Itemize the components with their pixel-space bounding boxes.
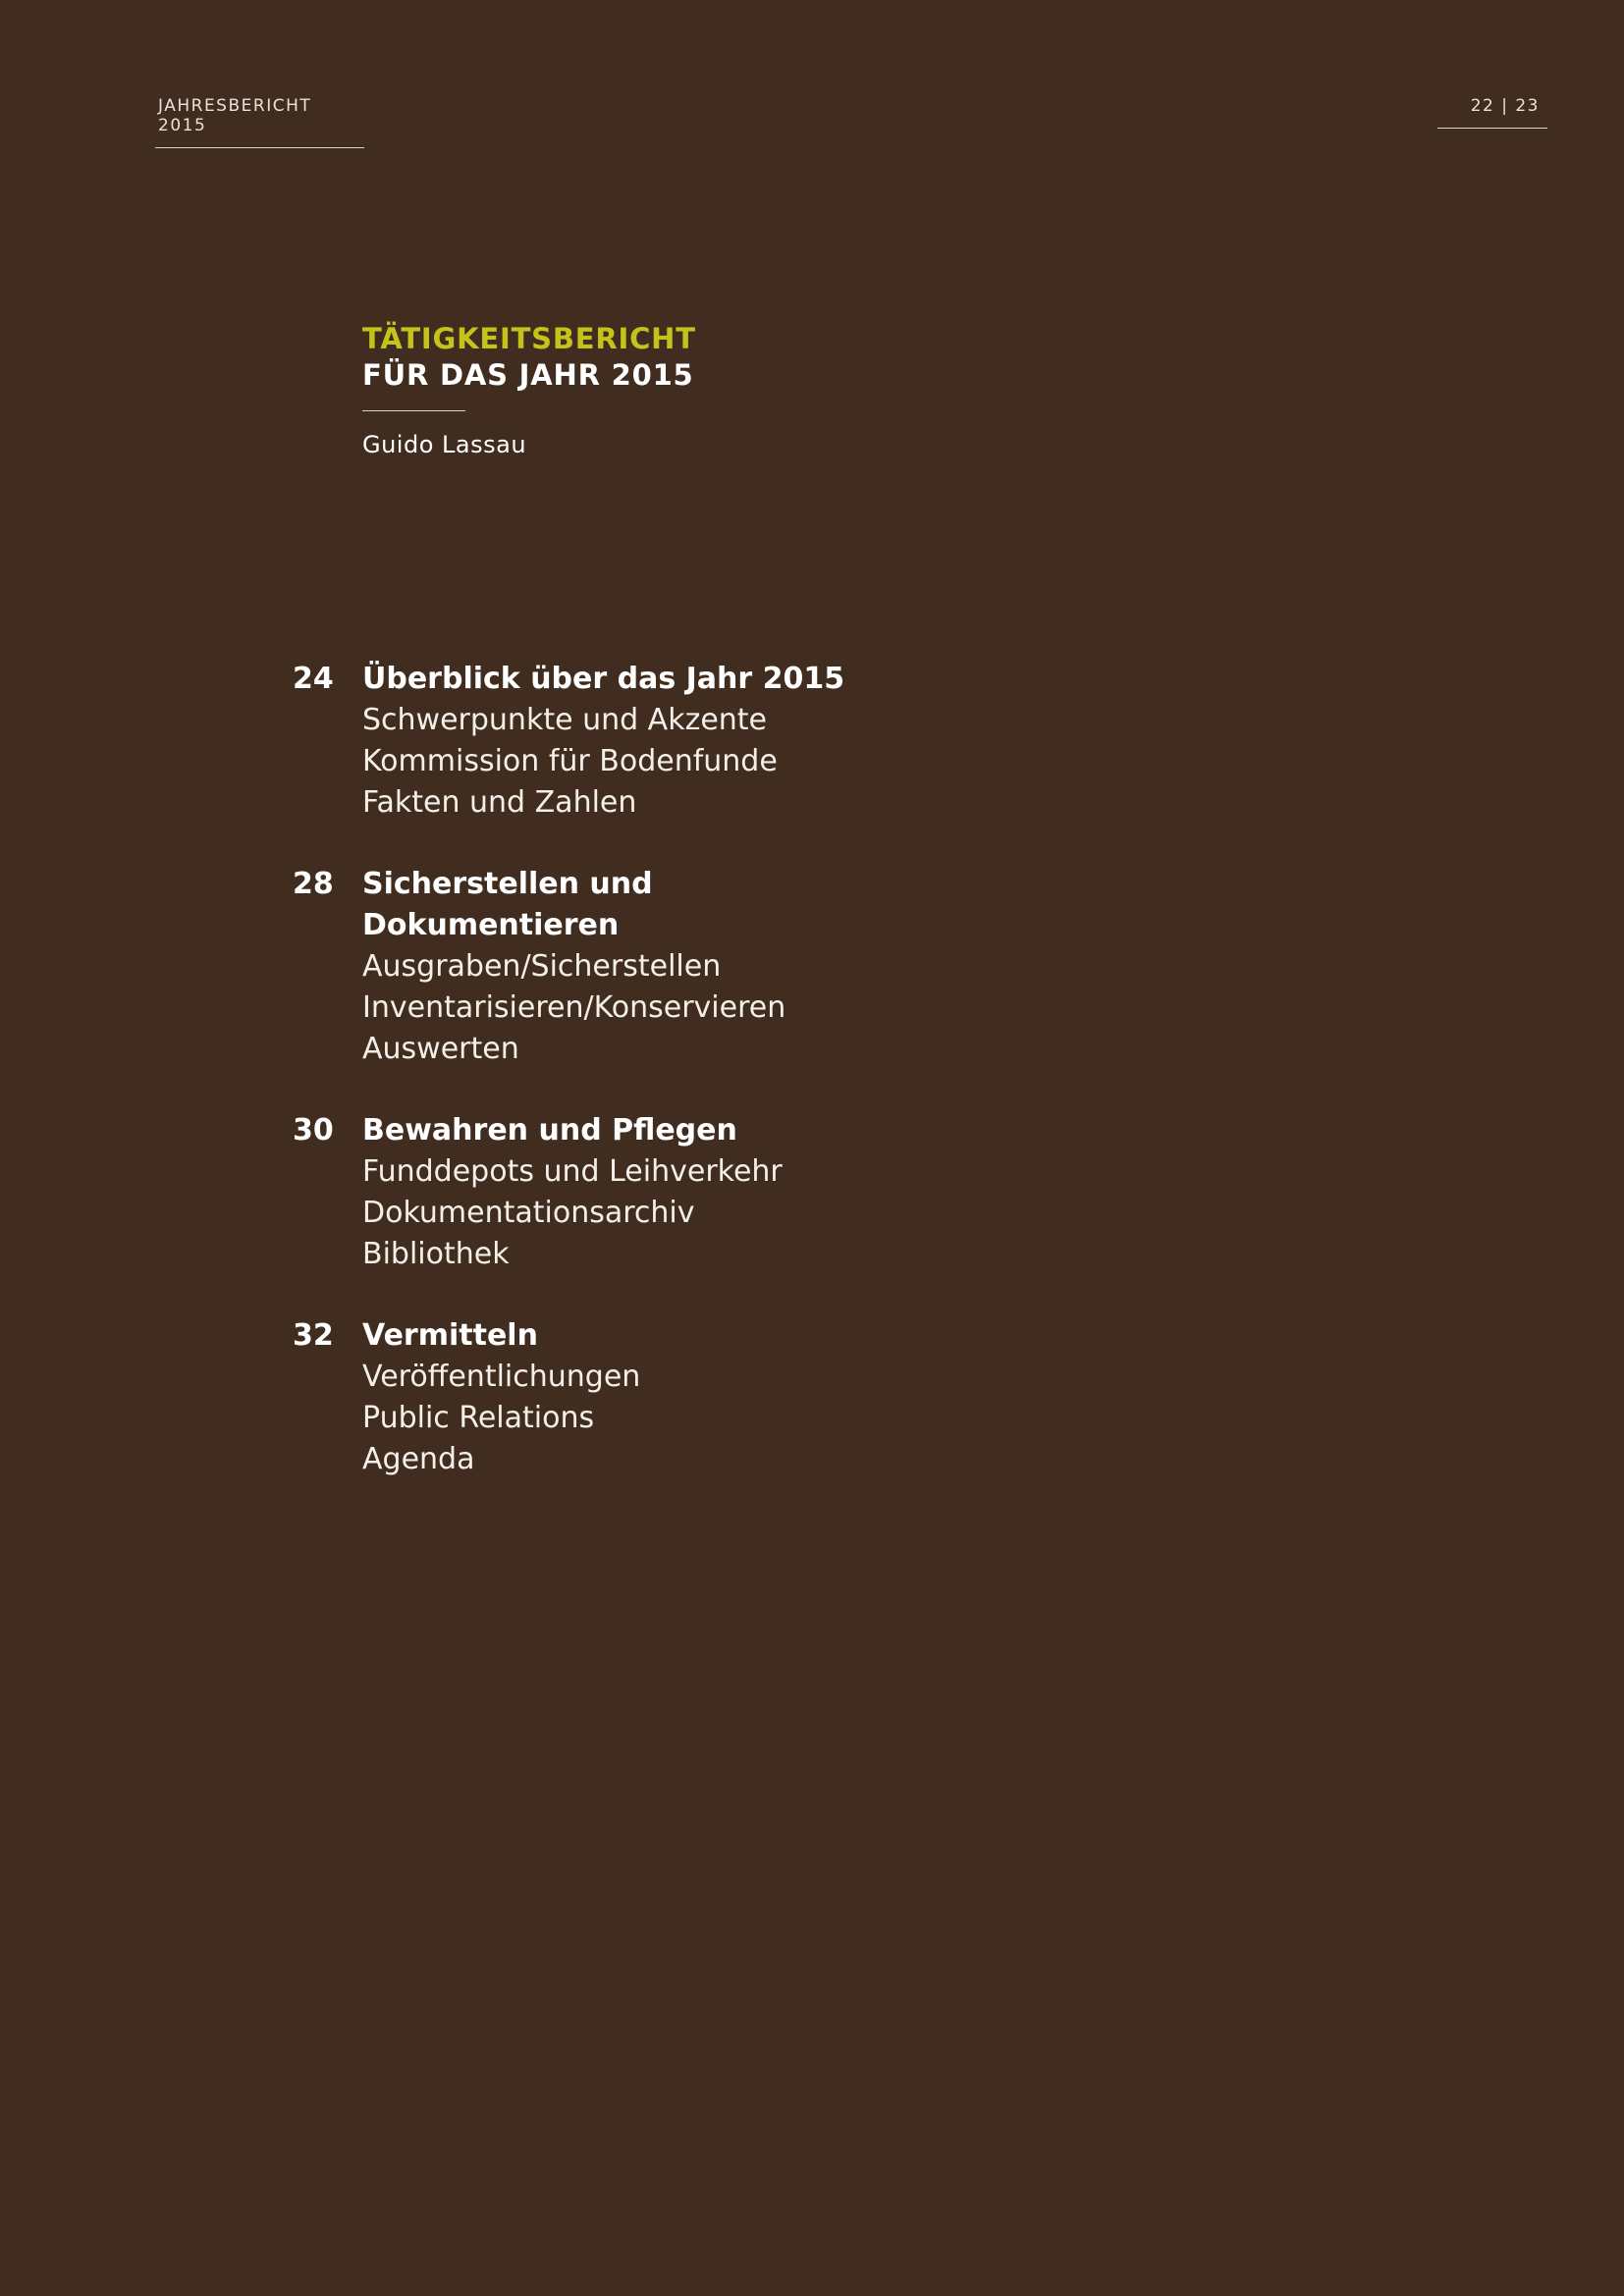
toc-page-number[interactable]: 24: [293, 662, 334, 696]
toc-section-body: [362, 1315, 873, 1480]
toc-section: [293, 1110, 1176, 1275]
toc-section-heading[interactable]: Sicherstellen und: [362, 867, 653, 901]
toc-page-number[interactable]: 30: [293, 1113, 334, 1148]
toc-section-heading-continued[interactable]: Dokumentieren: [362, 908, 620, 942]
toc-section: [293, 659, 1176, 824]
toc-item[interactable]: Public Relations: [362, 1401, 595, 1435]
author-name: Guido Lassau: [362, 431, 527, 458]
toc-section-heading[interactable]: Überblick über das Jahr 2015: [362, 662, 845, 696]
toc-item[interactable]: Agenda: [362, 1442, 475, 1476]
page-title: TÄTIGKEITSBERICHT: [362, 322, 696, 355]
title-divider: [362, 410, 465, 411]
title-block: [362, 321, 696, 458]
toc-item[interactable]: Kommission für Bodenfunde: [362, 744, 778, 778]
toc-item[interactable]: Bibliothek: [362, 1237, 510, 1271]
toc-item[interactable]: Auswerten: [362, 1032, 519, 1066]
toc-item[interactable]: Ausgraben/Sicherstellen: [362, 949, 722, 984]
page-subtitle: FÜR DAS JAHR 2015: [362, 358, 694, 392]
running-head-title: JAHRESBERICHT 2015: [155, 96, 364, 148]
toc-item[interactable]: Dokumentationsarchiv: [362, 1196, 695, 1230]
toc-section-body: [362, 864, 873, 1070]
page-numbers: 22 | 23: [1437, 96, 1547, 129]
toc-item[interactable]: Veröffentlichungen: [362, 1360, 641, 1394]
toc-item[interactable]: Fakten und Zahlen: [362, 785, 637, 820]
toc-section: [293, 864, 1176, 1070]
toc-item[interactable]: Schwerpunkte und Akzente: [362, 703, 768, 737]
toc-item[interactable]: Funddepots und Leihverkehr: [362, 1154, 783, 1189]
toc-section: [293, 1315, 1176, 1480]
table-of-contents: [293, 659, 1176, 1521]
toc-section-body: [362, 1110, 873, 1275]
toc-item[interactable]: Inventarisieren/Konservieren: [362, 990, 786, 1025]
toc-section-heading[interactable]: Bewahren und Pflegen: [362, 1113, 737, 1148]
toc-page-number[interactable]: 28: [293, 867, 334, 901]
toc-page-number[interactable]: 32: [293, 1318, 334, 1353]
toc-section-heading[interactable]: Vermitteln: [362, 1318, 538, 1353]
toc-section-body: [362, 659, 873, 824]
